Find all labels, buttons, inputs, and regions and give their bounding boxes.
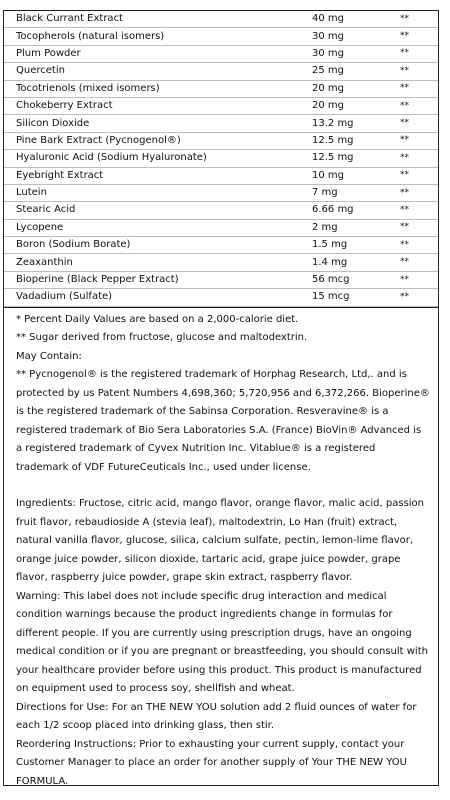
ingredient-amount: 12.5 mg xyxy=(312,132,400,149)
daily-value-marker: ** xyxy=(400,184,438,201)
daily-value-marker: ** xyxy=(400,115,438,132)
table-row xyxy=(4,28,438,45)
table-row xyxy=(4,63,438,80)
ingredient-table xyxy=(4,11,438,307)
daily-value-marker: ** xyxy=(400,63,438,80)
spacer xyxy=(16,477,430,495)
daily-value-marker: ** xyxy=(400,237,438,254)
ingredient-amount: 25 mg xyxy=(312,63,400,80)
ingredient-amount: 20 mg xyxy=(312,80,400,97)
ingredient-amount: 12.5 mg xyxy=(312,150,400,167)
ingredient-amount: 1.4 mg xyxy=(312,254,400,271)
table-row xyxy=(4,184,438,201)
ingredient-name: Silicon Dioxide xyxy=(4,115,312,132)
ingredient-name: Lycopene xyxy=(4,219,312,236)
ingredient-amount: 6.66 mg xyxy=(312,202,400,219)
ingredient-amount: 7 mg xyxy=(312,184,400,201)
table-row xyxy=(4,150,438,167)
table-row xyxy=(4,45,438,62)
table-row xyxy=(4,97,438,114)
may-contain-note: May Contain: xyxy=(16,350,82,362)
table-row xyxy=(4,237,438,254)
label-notes xyxy=(4,308,438,792)
table-row xyxy=(4,202,438,219)
ingredient-name: Lutein xyxy=(4,184,312,201)
daily-value-marker: ** xyxy=(400,254,438,271)
table-row xyxy=(4,11,438,28)
ingredient-name: Vadadium (Sulfate) xyxy=(4,289,312,306)
ingredient-name: Eyebright Extract xyxy=(4,167,312,184)
ingredient-name: Tocotrienols (mixed isomers) xyxy=(4,80,312,97)
table-row xyxy=(4,132,438,149)
ingredient-amount: 30 mg xyxy=(312,45,400,62)
daily-value-marker: ** xyxy=(400,150,438,167)
ingredient-name: Boron (Sodium Borate) xyxy=(4,237,312,254)
daily-value-marker: ** xyxy=(400,45,438,62)
ingredient-name: Black Currant Extract xyxy=(4,11,312,28)
warning-text: Warning: This label does not include specific drug interaction and medical condition warnings because the product ingredients change in formulas for different people. If you are currently using prescription drugs, have an ongoing medical condition or if you are pregnant or breastfeeding, you should consult with your healthcare provider before using this product. This product is manufactured on equipment used to process soy, shellfish and wheat. xyxy=(16,590,428,695)
daily-value-marker: ** xyxy=(400,271,438,288)
daily-value-marker: ** xyxy=(400,80,438,97)
table-row xyxy=(4,219,438,236)
ingredient-name: Tocopherols (natural isomers) xyxy=(4,28,312,45)
supplement-facts-panel xyxy=(3,10,439,786)
daily-values-note: * Percent Daily Values are based on a 2,000-calorie diet. xyxy=(16,313,299,325)
directions-text: Directions for Use: For an THE NEW YOU solution add 2 fluid ounces of water for each 1/2 scoop placed into drinking glass, then stir. xyxy=(16,701,417,732)
ingredient-name: Stearic Acid xyxy=(4,202,312,219)
trademark-note: ** Pycnogenol® is the registered trademark of Horphag Research, Ltd,. and is protected by us Patent Numbers 4,698,360; 5,720,956 and 6,372,266. Bioperine® is the registered trademark of the Sabinsa Corporation. Resveravine® is a registered trademark of Bio Sera Laboratories S.A. (France) BioVin® Advanced is a registered trademark of Cyvex Nutrition Inc. Vitablue® is a registered trademark of VDF FutureCeuticals Inc., used under license. xyxy=(16,369,430,473)
ingredient-amount: 40 mg xyxy=(312,11,400,28)
ingredient-name: Plum Powder xyxy=(4,45,312,62)
ingredient-amount: 1.5 mg xyxy=(312,237,400,254)
ingredient-name: Chokeberry Extract xyxy=(4,97,312,114)
table-row xyxy=(4,271,438,288)
ingredient-amount: 13.2 mg xyxy=(312,115,400,132)
daily-value-marker: ** xyxy=(400,167,438,184)
sugar-note: ** Sugar derived from fructose, glucose and maltodextrin. xyxy=(16,332,308,344)
ingredient-name: Bioperine (Black Pepper Extract) xyxy=(4,271,312,288)
ingredient-amount: 20 mg xyxy=(312,97,400,114)
table-row xyxy=(4,80,438,97)
ingredient-amount: 30 mg xyxy=(312,28,400,45)
ingredient-amount: 15 mcg xyxy=(312,289,400,306)
ingredient-name: Pine Bark Extract (Pycnogenol®) xyxy=(4,132,312,149)
ingredient-name: Zeaxanthin xyxy=(4,254,312,271)
table-row xyxy=(4,115,438,132)
ingredients-text: Ingredients: Fructose, citric acid, mango flavor, orange flavor, malic acid, passion fruit flavor, rebaudioside A (stevia leaf), maltodextrin, Lo Han (fruit) extract, natural vanilla flavor, glucose, silica, calcium sulfate, pectin, lemon-lime flavor, orange juice powder, silicon dioxide, tartaric acid, grape juice powder, grape flavor, raspberry juice powder, grape skin extract, raspberry flavor. xyxy=(16,498,425,584)
ingredient-name: Hyaluronic Acid (Sodium Hyaluronate) xyxy=(4,150,312,167)
ingredient-amount: 2 mg xyxy=(312,219,400,236)
table-row xyxy=(4,167,438,184)
ingredient-name: Quercetin xyxy=(4,63,312,80)
ingredient-amount: 56 mcg xyxy=(312,271,400,288)
daily-value-marker: ** xyxy=(400,219,438,236)
daily-value-marker: ** xyxy=(400,11,438,28)
table-row xyxy=(4,254,438,271)
table-row xyxy=(4,289,438,306)
reordering-text: Reordering Instructions: Prior to exhausting your current supply, contact your Customer Manager to place an order for another supply of Your THE NEW YOU FORMULA. xyxy=(16,738,407,787)
daily-value-marker: ** xyxy=(400,28,438,45)
daily-value-marker: ** xyxy=(400,202,438,219)
daily-value-marker: ** xyxy=(400,132,438,149)
daily-value-marker: ** xyxy=(400,289,438,306)
ingredient-amount: 10 mg xyxy=(312,167,400,184)
daily-value-marker: ** xyxy=(400,97,438,114)
